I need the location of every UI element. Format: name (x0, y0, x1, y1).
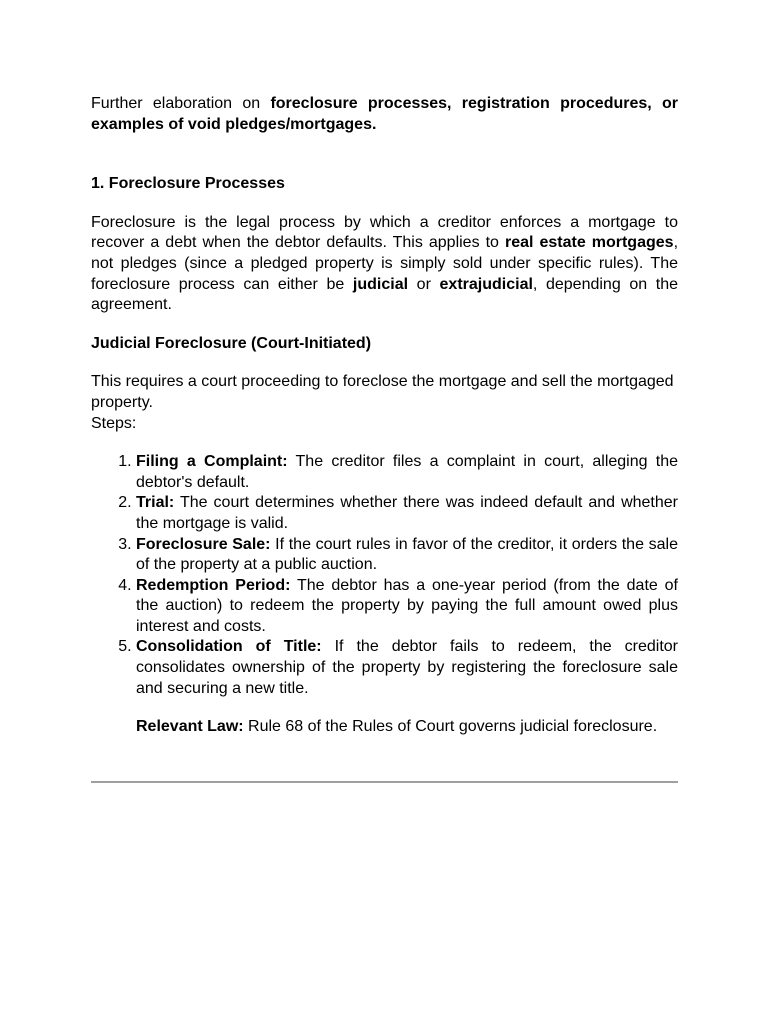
step-title: Trial: (136, 494, 175, 512)
steps-list (91, 452, 678, 699)
list-item (136, 576, 678, 638)
section-heading: 1. Foreclosure Processes (91, 175, 285, 193)
step-title: Consolidation of Title: (136, 638, 322, 656)
bold-term-extrajudicial: extrajudicial (439, 275, 533, 293)
bold-term-real-estate-mortgages: real estate mortgages (504, 234, 674, 252)
judicial-intro-paragraph: This requires a court proceeding to foreclose the mortgage and sell the mortgaged property. (91, 373, 674, 411)
step-text: The creditor files a complaint in court, alleging the debtor's default. (136, 453, 678, 491)
step-title: Redemption Period: (136, 576, 291, 594)
step-title: Filing a Complaint: (136, 453, 288, 471)
relevant-law-note (136, 717, 678, 738)
step-text: The court determines whether there was indeed default and whether the mortgage is valid. (136, 494, 678, 532)
list-item (136, 452, 678, 493)
step-text: If the court rules in favor of the creditor, it orders the sale of the property at a public auction. (136, 535, 678, 574)
relevant-law-text: Rule 68 of the Rules of Court governs judicial foreclosure. (243, 718, 658, 736)
list-item (136, 637, 678, 699)
foreclosure-definition-paragraph: Foreclosure is the legal process by which a creditor enforces a mortgage to recover a debt when the debtor defaults. This applies to real estate mortgages, not pledges (since a pledged property is simply sold under specific rules). The foreclosure process can either be judicial or extrajudicial, depending on the agreement. (91, 213, 679, 314)
bold-term-judicial: judicial (352, 275, 409, 293)
judicial-foreclosure-heading: Judicial Foreclosure (Court-Initiated) (91, 334, 372, 352)
step-text: The debtor has a one-year period (from the date of the auction) to redeem the property by paying the full amount owed plus interest and costs. (136, 576, 678, 635)
steps-label: Steps: (91, 414, 137, 432)
intro-paragraph (91, 94, 678, 135)
step-title: Foreclosure Sale: (136, 535, 271, 553)
list-item (136, 535, 678, 576)
relevant-law-label: Relevant Law: (136, 718, 244, 736)
intro-prefix: Further elaboration on (91, 95, 271, 112)
document-content (91, 94, 678, 738)
horizontal-divider (91, 781, 678, 783)
intro-bold-topics: foreclosure processes, registration procedures, or examples of void pledges/mortgages. (91, 95, 679, 133)
step-text: If the debtor fails to redeem, the creditor consolidates ownership of the property by registering the foreclosure sale and securing a new title. (136, 638, 679, 697)
list-item (136, 493, 678, 534)
